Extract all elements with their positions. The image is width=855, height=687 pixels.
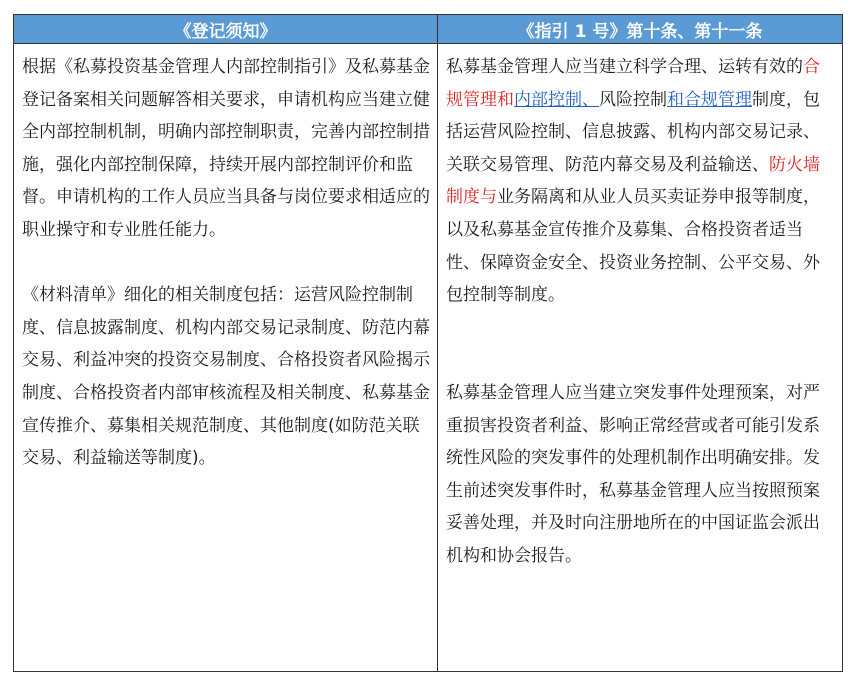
left-cell: [14, 44, 438, 672]
highlight-red-firewall: 防火墙制度与: [446, 154, 820, 208]
content-row: [14, 44, 843, 672]
paragraph-gap: [446, 312, 836, 345]
right-paragraph-2: 私募基金管理人应当建立突发事件处理预案，对严重损害投资者利益、影响正常经营或者可能引发系统性风险的突发事件的处理机制作出明确安排。发生前述突发事件时，私募基金管理人应当按照预案妥善处理，并及时向注册地所在的中国证监会派出机构和协会报告。: [446, 382, 820, 566]
text-segment: 私募基金管理人应当建立科学合理、运转有效的: [446, 57, 803, 77]
text-segment: 风险控制: [599, 89, 667, 110]
text-segment: 业务隔离和从业人员买卖证券申报等制度，以及私募基金宣传推介及募集、合格投资者适当性、保障资金安全、投资业务控制、公平交易、外包控制等制度。: [446, 187, 820, 306]
highlight-red-compliance: 合规管理和: [446, 57, 820, 110]
highlight-blue-compliance: 和合规管理: [667, 89, 752, 110]
header-left: 《登记须知》: [14, 15, 438, 44]
left-paragraph-1: 根据《私募投资基金管理人内部控制指引》及私募基金登记备案相关问题解答相关要求，申请机构应当建立健全内部控制机制，明确内部控制职责，完善内部控制措施，强化内部控制保障，持续开展内部控制评价和监督。申请机构的工作人员应当具备与岗位要求相适应的职业操守和专业胜任能力。: [22, 57, 430, 240]
paragraph-gap: [446, 344, 836, 377]
highlight-blue-internal-control: 内部控制、: [514, 89, 599, 110]
comparison-table-container: [13, 14, 843, 672]
header-right: 《指引 1 号》第十条、第十一条: [438, 15, 843, 44]
comparison-table: [13, 14, 843, 672]
text-segment: 制度，包括运营风险控制、信息披露、机构内部交易记录、关联交易管理、防范内幕交易及利益输送、: [446, 89, 820, 175]
right-paragraph-1: [446, 51, 836, 312]
paragraph-gap: [22, 247, 431, 280]
header-row: [14, 15, 843, 44]
right-cell: [438, 44, 843, 672]
left-paragraph-2: 《材料清单》细化的相关制度包括：运营风险控制制度、信息披露制度、机构内部交易记录制度、防范内幕交易、利益冲突的投资交易制度、合格投资者风险揭示制度、合格投资者内部审核流程及相关制度、私募基金宣传推介、募集相关规范制度、其他制度(如防范关联交易、利益输送等制度)。: [22, 285, 430, 469]
